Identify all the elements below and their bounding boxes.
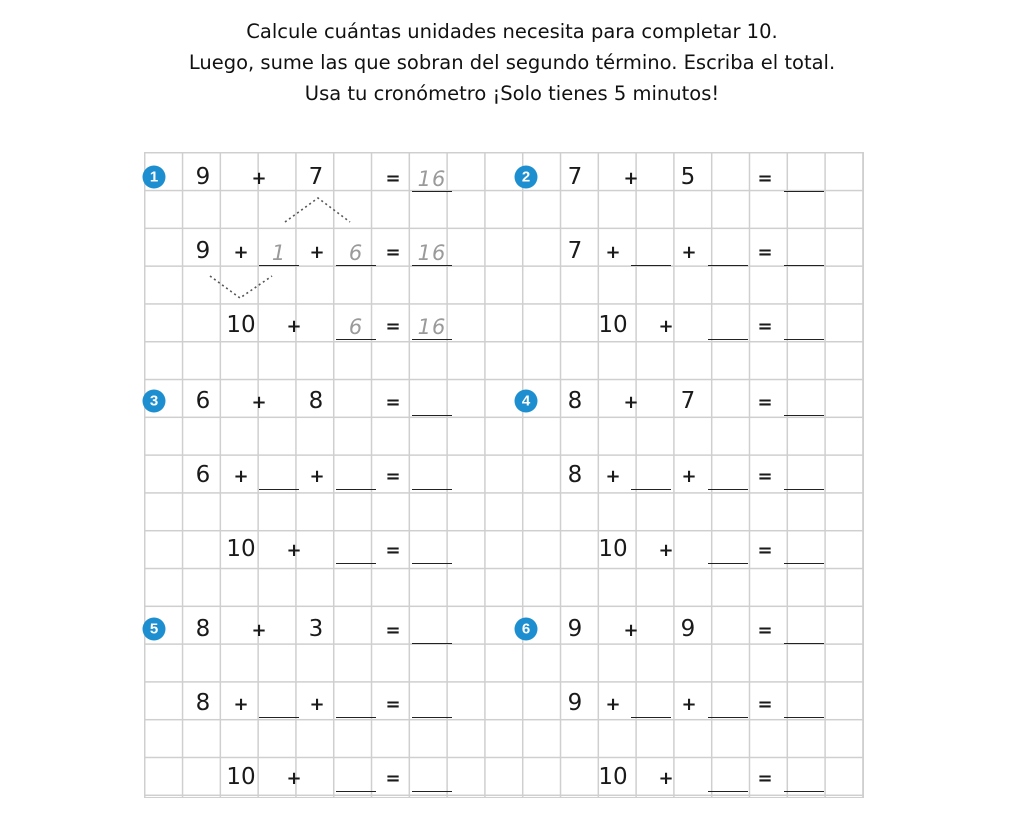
equals-sign: =: [757, 540, 773, 561]
instruction-line-3: Usa tu cronómetro ¡Solo tienes 5 minutos!: [304, 82, 720, 105]
equals-sign: =: [385, 466, 401, 487]
first-addend: 8: [195, 616, 211, 642]
plus-sign: +: [623, 168, 639, 189]
final-total-blank[interactable]: [412, 762, 452, 792]
complement-blank[interactable]: [259, 460, 299, 490]
first-addend: 7: [567, 238, 583, 264]
equals-sign: =: [385, 392, 401, 413]
final-total-blank[interactable]: 16: [412, 310, 452, 340]
equals-sign: =: [385, 168, 401, 189]
plus-sign: +: [658, 540, 674, 561]
plus-sign: +: [286, 540, 302, 561]
exercise-number-badge: 6: [515, 618, 538, 641]
ten-value: 10: [226, 536, 256, 562]
total-answer-blank[interactable]: [784, 162, 824, 192]
leftover-blank[interactable]: [708, 460, 748, 490]
plus-sign: +: [251, 168, 267, 189]
second-addend: 5: [680, 164, 696, 190]
total-answer-blank[interactable]: [412, 614, 452, 644]
plus-sign: +: [605, 694, 621, 715]
complement-blank[interactable]: [631, 688, 671, 718]
sum-blank[interactable]: [784, 236, 824, 266]
leftover-blank[interactable]: [336, 534, 376, 564]
ten-value: 10: [598, 764, 628, 790]
exercise-number-badge: 1: [143, 166, 166, 189]
sum-blank[interactable]: [784, 688, 824, 718]
equals-sign: =: [385, 620, 401, 641]
leftover-blank[interactable]: [708, 688, 748, 718]
sum-blank[interactable]: [412, 460, 452, 490]
leftover-blank[interactable]: [708, 310, 748, 340]
plus-sign: +: [233, 242, 249, 263]
plus-sign: +: [233, 694, 249, 715]
plus-sign: +: [286, 768, 302, 789]
ten-value: 10: [598, 536, 628, 562]
plus-sign: +: [251, 392, 267, 413]
leftover-blank[interactable]: [708, 762, 748, 792]
instruction-line-1: Calcule cuántas unidades necesita para completar 10.: [246, 20, 778, 43]
ten-value: 10: [226, 764, 256, 790]
total-answer-blank[interactable]: 16: [412, 162, 452, 192]
equals-sign: =: [385, 242, 401, 263]
complement-blank[interactable]: 1: [259, 236, 299, 266]
exercise-number-badge: 5: [143, 618, 166, 641]
first-addend: 8: [567, 388, 583, 414]
equals-sign: =: [757, 694, 773, 715]
exercise-number-badge: 4: [515, 390, 538, 413]
plus-sign: +: [681, 694, 697, 715]
first-addend: 9: [195, 238, 211, 264]
instructions: [0, 16, 1024, 109]
equals-sign: =: [757, 168, 773, 189]
complement-blank[interactable]: [631, 460, 671, 490]
equals-sign: =: [757, 466, 773, 487]
plus-sign: +: [623, 620, 639, 641]
first-addend: 9: [567, 690, 583, 716]
equals-sign: =: [757, 768, 773, 789]
final-total-blank[interactable]: [412, 534, 452, 564]
second-addend: 7: [308, 164, 324, 190]
first-addend: 8: [567, 462, 583, 488]
sum-blank[interactable]: [412, 688, 452, 718]
second-addend: 9: [680, 616, 696, 642]
worksheet-grid: [144, 152, 864, 798]
first-addend: 6: [195, 388, 211, 414]
plus-sign: +: [251, 620, 267, 641]
ten-value: 10: [226, 312, 256, 338]
ten-value: 10: [598, 312, 628, 338]
sum-blank[interactable]: 16: [412, 236, 452, 266]
first-addend: 6: [195, 462, 211, 488]
leftover-blank[interactable]: 6: [336, 236, 376, 266]
plus-sign: +: [623, 392, 639, 413]
plus-sign: +: [286, 316, 302, 337]
equals-sign: =: [757, 316, 773, 337]
equals-sign: =: [385, 768, 401, 789]
plus-sign: +: [309, 242, 325, 263]
plus-sign: +: [233, 466, 249, 487]
final-total-blank[interactable]: [784, 310, 824, 340]
leftover-blank[interactable]: [708, 236, 748, 266]
leftover-blank[interactable]: [336, 688, 376, 718]
plus-sign: +: [309, 694, 325, 715]
equals-sign: =: [385, 316, 401, 337]
complement-blank[interactable]: [631, 236, 671, 266]
final-total-blank[interactable]: [784, 762, 824, 792]
plus-sign: +: [605, 242, 621, 263]
sum-blank[interactable]: [784, 460, 824, 490]
exercise-number-badge: 3: [143, 390, 166, 413]
complement-blank[interactable]: [259, 688, 299, 718]
second-addend: 3: [308, 616, 324, 642]
exercise-number-badge: 2: [515, 166, 538, 189]
leftover-blank[interactable]: [336, 762, 376, 792]
first-addend: 7: [567, 164, 583, 190]
equals-sign: =: [385, 540, 401, 561]
instruction-line-2: Luego, sume las que sobran del segundo término. Escriba el total.: [188, 51, 836, 74]
first-addend: 9: [567, 616, 583, 642]
leftover-blank[interactable]: [336, 460, 376, 490]
second-addend: 8: [308, 388, 324, 414]
total-answer-blank[interactable]: [412, 386, 452, 416]
total-answer-blank[interactable]: [784, 614, 824, 644]
plus-sign: +: [658, 768, 674, 789]
leftover-blank[interactable]: [708, 534, 748, 564]
final-total-blank[interactable]: [784, 534, 824, 564]
plus-sign: +: [309, 466, 325, 487]
equals-sign: =: [757, 242, 773, 263]
leftover-blank[interactable]: 6: [336, 310, 376, 340]
first-addend: 9: [195, 164, 211, 190]
first-addend: 8: [195, 690, 211, 716]
equals-sign: =: [385, 694, 401, 715]
plus-sign: +: [681, 466, 697, 487]
second-addend: 7: [680, 388, 696, 414]
equals-sign: =: [757, 392, 773, 413]
total-answer-blank[interactable]: [784, 386, 824, 416]
plus-sign: +: [681, 242, 697, 263]
equals-sign: =: [757, 620, 773, 641]
plus-sign: +: [658, 316, 674, 337]
plus-sign: +: [605, 466, 621, 487]
